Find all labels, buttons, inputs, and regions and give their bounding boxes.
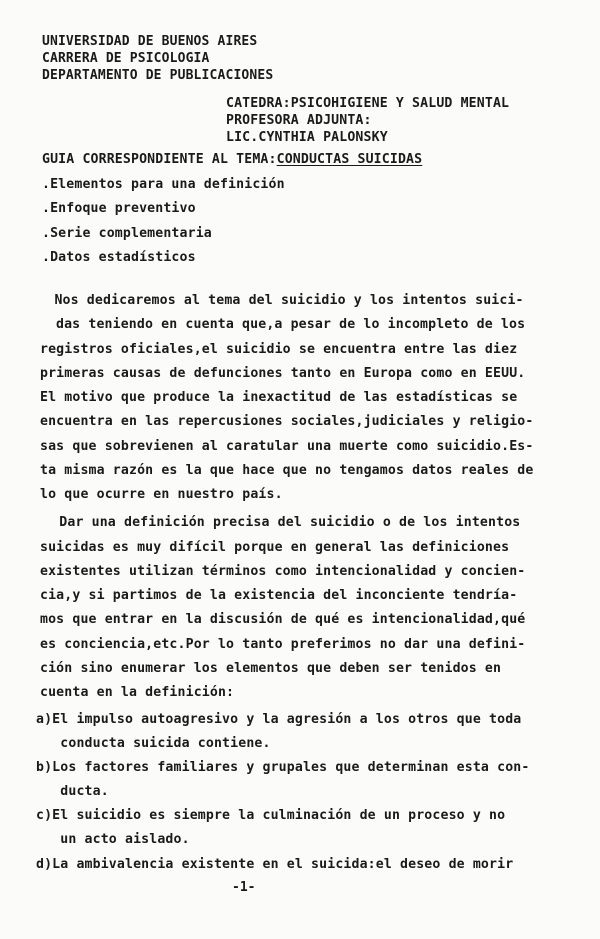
paragraph-line: primeras causas de defunciones tanto en Europa como en EEUU. xyxy=(40,366,526,381)
paragraph-line: suicidas es muy difícil porque en general las definiciones xyxy=(40,540,510,555)
paragraph-line: cia,y si partimos de la existencia del inconciente tendría- xyxy=(40,588,518,603)
guide-prefix: GUIA CORRESPONDIENTE AL TEMA: xyxy=(42,152,277,167)
paragraph-line: mos que entrar en la discusión de qué es intencionalidad,qué xyxy=(40,612,526,627)
course-line: PROFESORA ADJUNTA: xyxy=(226,113,372,128)
paragraph-line: lo que ocurre en nuestro país. xyxy=(40,487,283,502)
institution-line: DEPARTAMENTO DE PUBLICACIONES xyxy=(42,68,274,83)
list-item: d)La ambivalencia existente en el suicida:el deseo de morir xyxy=(36,857,514,872)
list-item: un acto aislado. xyxy=(36,832,190,847)
paragraph-line: es conciencia,etc.Por lo tanto preferimos no dar una defini- xyxy=(40,637,526,652)
paragraph-line: existentes utilizan términos como intencionalidad y concien- xyxy=(40,564,526,579)
list-item: a)El impulso autoagresivo y la agresión a los otros que toda xyxy=(36,712,522,727)
list-item: b)Los factores familiares y grupales que determinan esta con- xyxy=(36,760,530,775)
paragraph-line: El motivo que produce la inexactitud de las estadísticas se xyxy=(40,390,518,405)
paragraph-line: das teniendo en cuenta que,a pesar de lo incompleto de los xyxy=(56,317,526,332)
paragraph-line: encuentra en las repercusiones sociales,judiciales y religio- xyxy=(40,414,534,429)
guide-title xyxy=(42,152,422,168)
paragraph-line: cuenta en la definición: xyxy=(40,685,235,700)
paragraph-line: sas que sobrevienen al caratular una muerte como suicidio.Es- xyxy=(40,439,534,454)
list-item: conducta suicida contiene. xyxy=(36,736,271,751)
course-line: LIC.CYNTHIA PALONSKY xyxy=(226,130,388,145)
guide-item: .Datos estadísticos xyxy=(42,250,196,265)
institution-line: CARRERA DE PSICOLOGIA xyxy=(42,51,210,66)
course-line: CATEDRA:PSICOHIGIENE Y SALUD MENTAL xyxy=(226,96,510,111)
page-number: -1- xyxy=(232,880,256,895)
paragraph-line: ta misma razón es la que hace que no tengamos datos reales de xyxy=(40,463,534,478)
institution-line: UNIVERSIDAD DE BUENOS AIRES xyxy=(42,34,258,49)
paragraph-line: Dar una definición precisa del suicidio o de los intentos xyxy=(35,515,521,530)
guide-item: .Elementos para una definición xyxy=(42,177,285,192)
guide-item: .Enfoque preventivo xyxy=(42,201,196,216)
paragraph-line: ción sino enumerar los elementos que deben ser tenidos en xyxy=(40,661,502,676)
list-item: c)El suicidio es siempre la culminación de un proceso y no xyxy=(36,808,506,823)
guide-topic: CONDUCTAS SUICIDAS xyxy=(276,152,423,167)
paragraph-line: registros oficiales,el suicidio se encuentra entre las diez xyxy=(40,342,518,357)
guide-item: .Serie complementaria xyxy=(42,226,212,241)
list-item: ducta. xyxy=(36,784,109,799)
paragraph-line: Nos dedicaremos al tema del suicidio y los intentos suici- xyxy=(14,293,524,308)
